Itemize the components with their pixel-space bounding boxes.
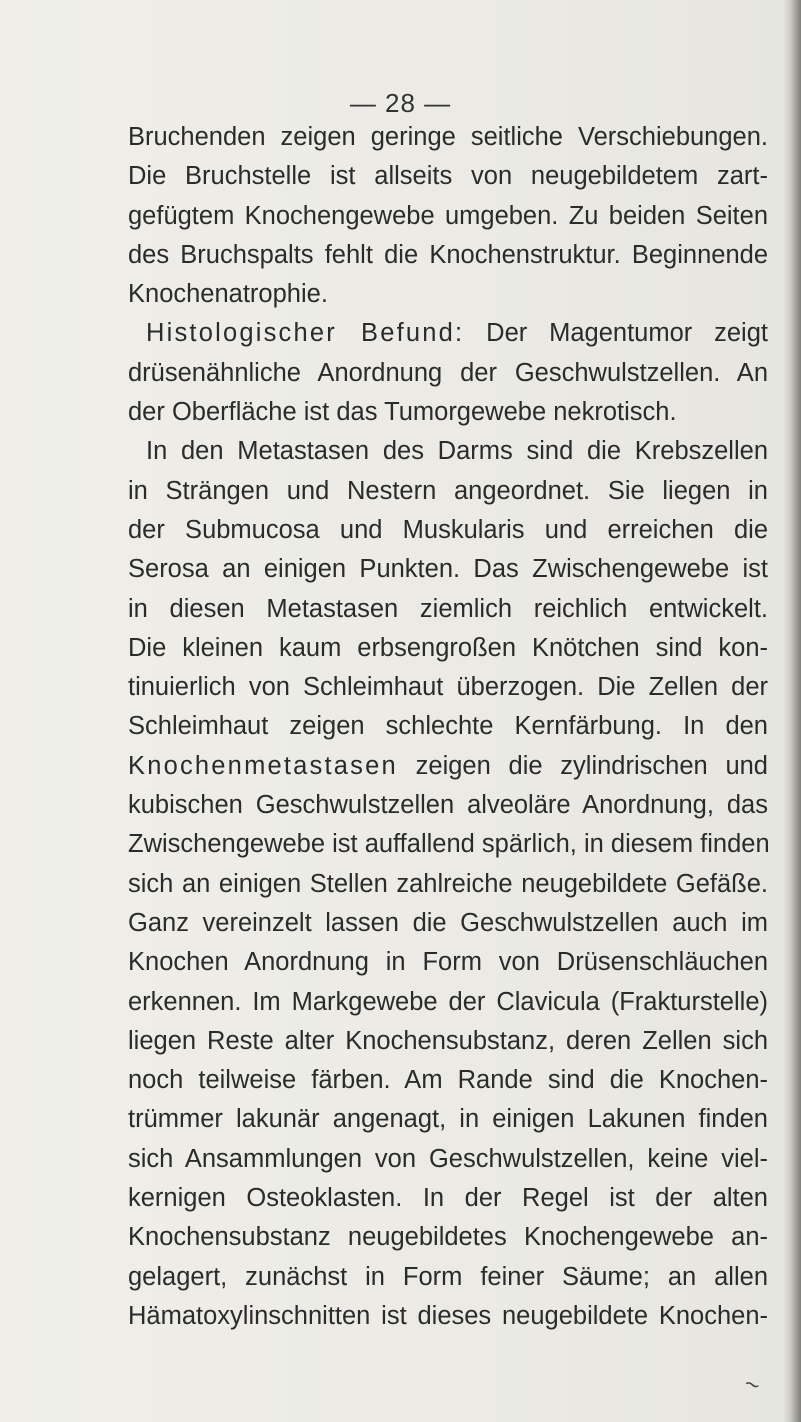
text-line: Die Bruchstelle ist allseits von neugebildetem zart- xyxy=(128,162,768,191)
text-line: Schleimhaut zeigen schlechte Kernfärbung. In den xyxy=(128,712,768,741)
text-line: Histologischer Befund: Der Magentumor zeigt xyxy=(146,319,768,348)
text-line: tinuierlich von Schleimhaut überzogen. Die Zellen der xyxy=(128,673,768,702)
text-line: liegen Reste alter Knochensubstanz, deren Zellen sich xyxy=(128,1026,768,1055)
text-line: des Bruchspalts fehlt die Knochenstruktur. Beginnende xyxy=(128,240,768,269)
text-line: kernigen Osteoklasten. In der Regel ist der alten xyxy=(128,1184,768,1213)
text-line: der Submucosa und Muskularis und erreichen die xyxy=(128,515,768,544)
section-heading: Histologischer Befund: xyxy=(146,319,465,348)
text-line: Knochenatrophie. xyxy=(128,280,328,309)
text-line: noch teilweise färben. Am Rande sind die Knochen- xyxy=(128,1066,768,1095)
page-edge-shadow xyxy=(783,0,801,1422)
text-line: Bruchenden zeigen geringe seitliche Verschiebungen. xyxy=(128,123,768,151)
emphasized-term: Knochenmetastasen xyxy=(128,751,398,780)
text-line: sich an einigen Stellen zahlreiche neugebildete Gefäße. xyxy=(128,869,768,898)
text-line: Die kleinen kaum erbsengroßen Knötchen sind kon- xyxy=(128,633,768,662)
text-line: erkennen. Im Markgewebe der Clavicula (Frakturstelle) xyxy=(128,987,768,1016)
text-line: Knochensubstanz neugebildetes Knochengewebe an- xyxy=(128,1223,768,1252)
body-text xyxy=(128,118,768,1336)
text-line: in Strängen und Nestern angeordnet. Sie liegen in xyxy=(128,476,768,505)
text-line: In den Metastasen des Darms sind die Krebszellen xyxy=(146,437,768,466)
text-line: trümmer lakunär angenagt, in einigen Lakunen finden xyxy=(128,1105,768,1134)
text-line: drüsenähnliche Anordnung der Geschwulstzellen. An xyxy=(128,358,768,387)
text-line: der Oberfläche ist das Tumorgewebe nekrotisch. xyxy=(128,398,677,427)
text-line: Hämatoxylinschnitten ist dieses neugebildete Knochen- xyxy=(128,1301,768,1330)
text-line: kubischen Geschwulstzellen alveoläre Anordnung, das xyxy=(128,791,768,820)
text-line: sich Ansammlungen von Geschwulstzellen, keine viel- xyxy=(128,1144,768,1173)
text-line: Ganz vereinzelt lassen die Geschwulstzellen auch im xyxy=(128,908,768,937)
text-line: Zwischengewebe ist auffallend spärlich, in diesem finden xyxy=(128,830,770,859)
text-line: gefügtem Knochengewebe umgeben. Zu beiden Seiten xyxy=(128,201,768,230)
page-number: — 28 — xyxy=(349,88,452,118)
text-line: in diesen Metastasen ziemlich reichlich entwickelt. xyxy=(128,594,768,623)
print-blemish-mark: ∼ xyxy=(740,1371,765,1399)
text-line: gelagert, zunächst in Form feiner Säume; an allen xyxy=(128,1262,768,1291)
text-line: Serosa an einigen Punkten. Das Zwischengewebe ist xyxy=(128,555,768,584)
text-line: Knochen Anordnung in Form von Drüsenschläuchen xyxy=(128,948,768,977)
text-line: Knochenmetastasen zeigen die zylindrischen und xyxy=(128,751,768,780)
